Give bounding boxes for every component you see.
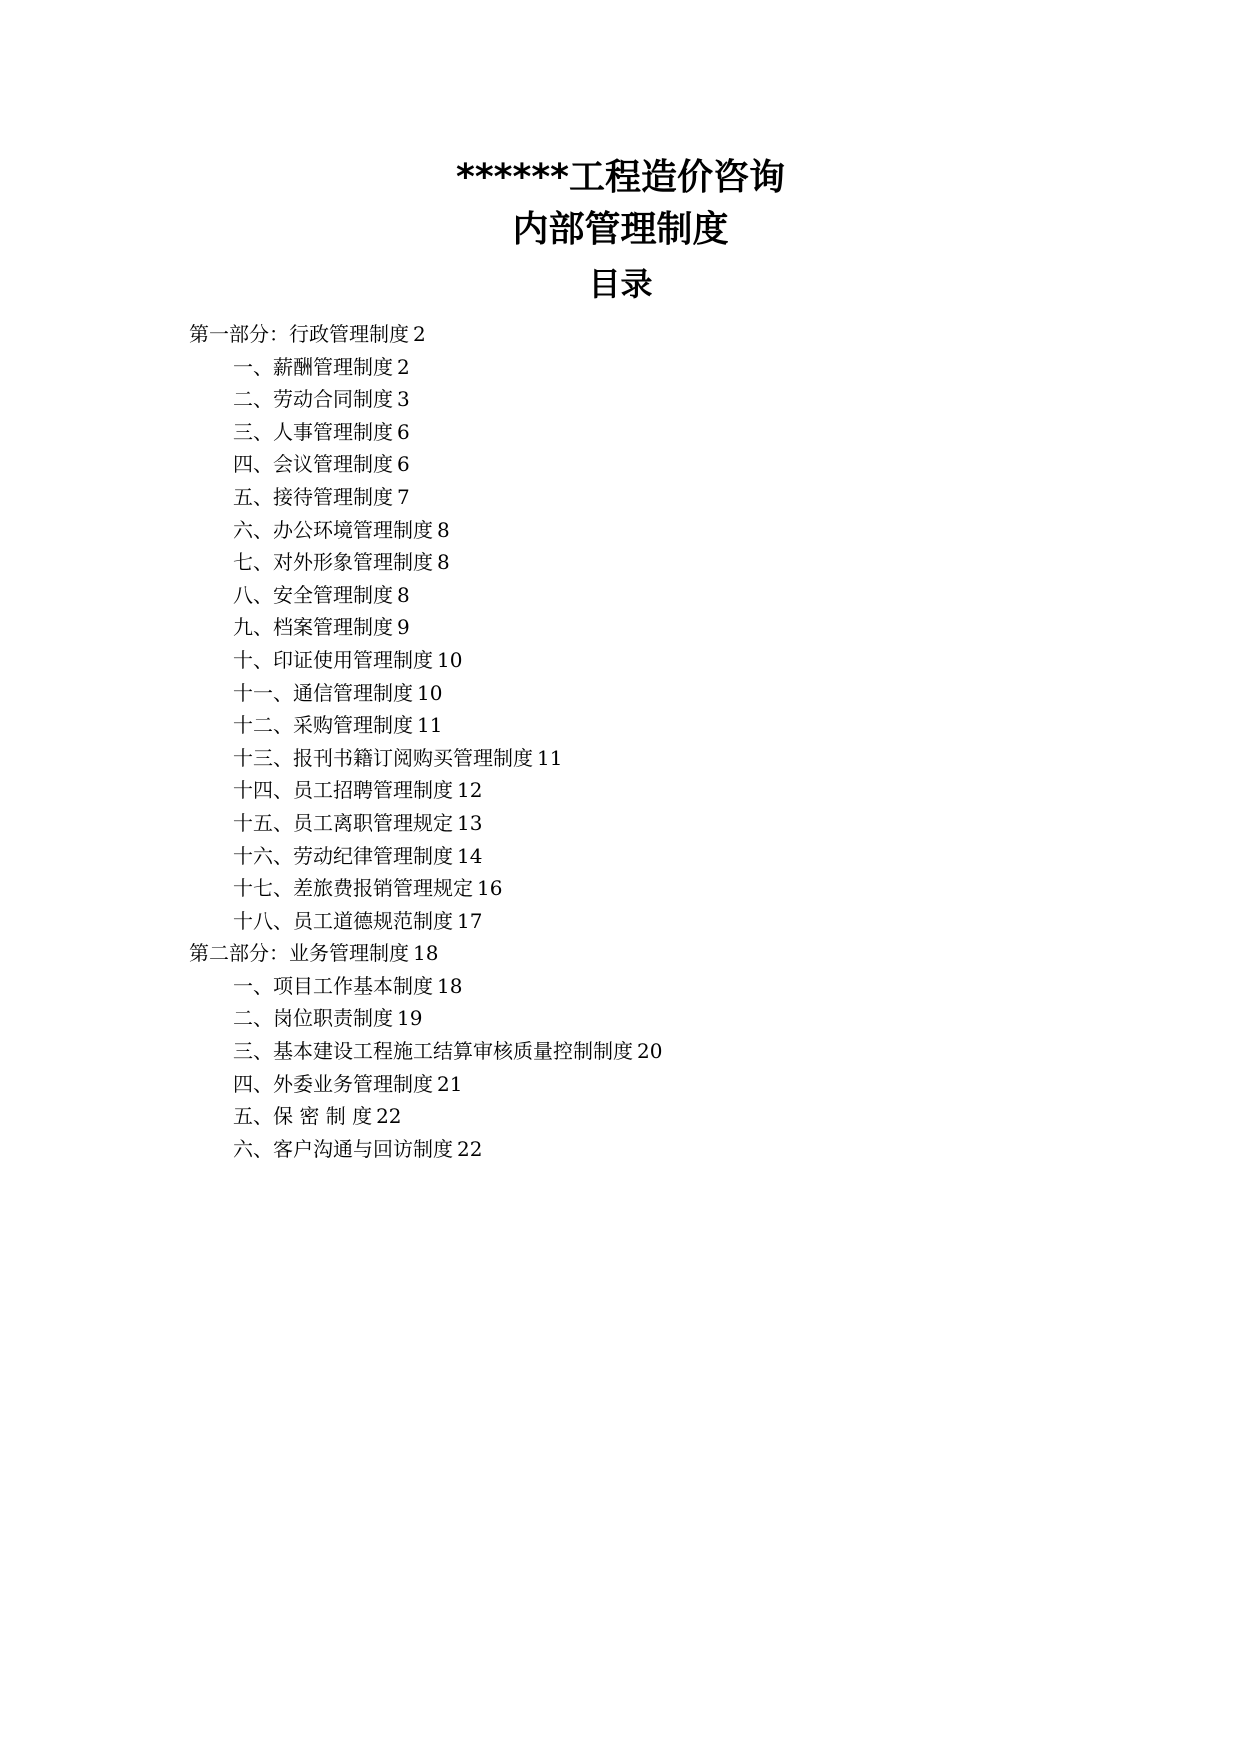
toc-entry[interactable]: [189, 742, 1089, 775]
toc-entry-page-number: 3: [397, 387, 410, 412]
toc-entry[interactable]: [189, 448, 1089, 481]
toc-entry-page-number: 22: [376, 1104, 402, 1129]
toc-entry-page-number: 19: [397, 1006, 423, 1031]
toc-entry[interactable]: [189, 546, 1089, 579]
toc-entry-page-number: 22: [457, 1136, 483, 1161]
toc-entry-page-number: 21: [437, 1071, 463, 1096]
toc-entry-page-number: 7: [397, 484, 410, 509]
toc-entry-label: 十六、劳动纪律管理制度: [233, 843, 453, 868]
toc-entry-label: 十一、通信管理制度: [233, 680, 413, 705]
toc-entry-label: 六、办公环境管理制度: [233, 517, 433, 542]
toc-entry-page-number: 14: [457, 843, 483, 868]
toc-entry-label: 十七、差旅费报销管理规定: [233, 876, 473, 901]
toc-entry-label: 十四、员工招聘管理制度: [233, 778, 453, 803]
toc-entry-page-number: 2: [397, 354, 410, 379]
toc-entry-page-number: 11: [537, 745, 563, 770]
toc-entry-label: 九、档案管理制度: [233, 615, 393, 640]
toc-entry[interactable]: [189, 937, 1089, 970]
toc-entry[interactable]: [189, 905, 1089, 938]
toc-entry[interactable]: [189, 611, 1089, 644]
toc-entry[interactable]: [189, 1035, 1089, 1068]
toc-entry[interactable]: [189, 1068, 1089, 1101]
toc-entry[interactable]: [189, 318, 1089, 351]
toc-entry-label: 五、接待管理制度: [233, 484, 393, 509]
toc-entry[interactable]: [189, 1133, 1089, 1166]
toc-entry-label: 三、基本建设工程施工结算审核质量控制制度: [233, 1039, 633, 1064]
toc-entry-label: 三、人事管理制度: [233, 419, 393, 444]
toc-entry-label: 十八、员工道德规范制度: [233, 908, 453, 933]
toc-entry-page-number: 6: [397, 419, 410, 444]
toc-heading: 目录: [588, 265, 653, 303]
toc-entry-label: 十、印证使用管理制度: [233, 647, 433, 672]
toc-entry-page-number: 11: [417, 713, 443, 738]
document-title-line1: ******工程造价咨询: [456, 157, 785, 198]
table-of-contents: [189, 318, 1089, 1165]
document-title-line2: 内部管理制度: [512, 209, 729, 250]
toc-entry-label: 十五、员工离职管理规定: [233, 810, 453, 835]
toc-entry-page-number: 13: [457, 810, 483, 835]
toc-entry-label: 第二部分：业务管理制度: [189, 941, 409, 966]
toc-entry-page-number: 10: [417, 680, 443, 705]
toc-entry[interactable]: [189, 481, 1089, 514]
toc-entry-label: 一、项目工作基本制度: [233, 973, 433, 998]
toc-entry[interactable]: [189, 970, 1089, 1003]
toc-entry-label: 第一部分：行政管理制度: [189, 322, 409, 346]
toc-entry[interactable]: [189, 644, 1089, 677]
toc-entry[interactable]: [189, 416, 1089, 449]
toc-entry-label: 十三、报刊书籍订阅购买管理制度: [233, 745, 533, 770]
toc-entry-page-number: 12: [457, 778, 483, 803]
toc-entry[interactable]: [189, 709, 1089, 742]
toc-entry-page-number: 20: [637, 1039, 663, 1064]
toc-entry-page-number: 8: [437, 550, 450, 575]
toc-entry-page-number: 8: [397, 582, 410, 607]
toc-entry-label: 六、客户沟通与回访制度: [233, 1136, 453, 1161]
toc-entry-page-number: 6: [397, 452, 410, 477]
toc-entry-page-number: 10: [437, 647, 463, 672]
toc-entry[interactable]: [189, 872, 1089, 905]
toc-entry-label: 二、劳动合同制度: [233, 387, 393, 412]
toc-entry-page-number: 18: [437, 973, 463, 998]
toc-entry-page-number: 16: [477, 876, 503, 901]
toc-entry-label: 五、保 密 制 度: [233, 1104, 373, 1129]
toc-entry-label: 一、薪酬管理制度: [233, 354, 393, 379]
toc-entry[interactable]: [189, 774, 1089, 807]
toc-entry-page-number: 8: [437, 517, 450, 542]
toc-entry[interactable]: [189, 579, 1089, 612]
toc-entry[interactable]: [189, 514, 1089, 547]
toc-entry-label: 十二、采购管理制度: [233, 713, 413, 738]
toc-entry[interactable]: [189, 807, 1089, 840]
toc-entry-label: 四、外委业务管理制度: [233, 1071, 433, 1096]
toc-entry-label: 二、岗位职责制度: [233, 1006, 393, 1031]
toc-entry-page-number: 18: [413, 941, 439, 966]
toc-entry[interactable]: [189, 677, 1089, 710]
toc-entry-label: 八、安全管理制度: [233, 582, 393, 607]
toc-entry[interactable]: [189, 351, 1089, 384]
toc-entry-label: 四、会议管理制度: [233, 452, 393, 477]
toc-entry-page-number: 2: [413, 322, 426, 346]
toc-entry[interactable]: [189, 1100, 1089, 1133]
toc-entry[interactable]: [189, 840, 1089, 873]
toc-entry-page-number: 9: [397, 615, 410, 640]
toc-entry-page-number: 17: [457, 908, 483, 933]
toc-entry-label: 七、对外形象管理制度: [233, 550, 433, 575]
toc-entry[interactable]: [189, 383, 1089, 416]
toc-entry[interactable]: [189, 1002, 1089, 1035]
